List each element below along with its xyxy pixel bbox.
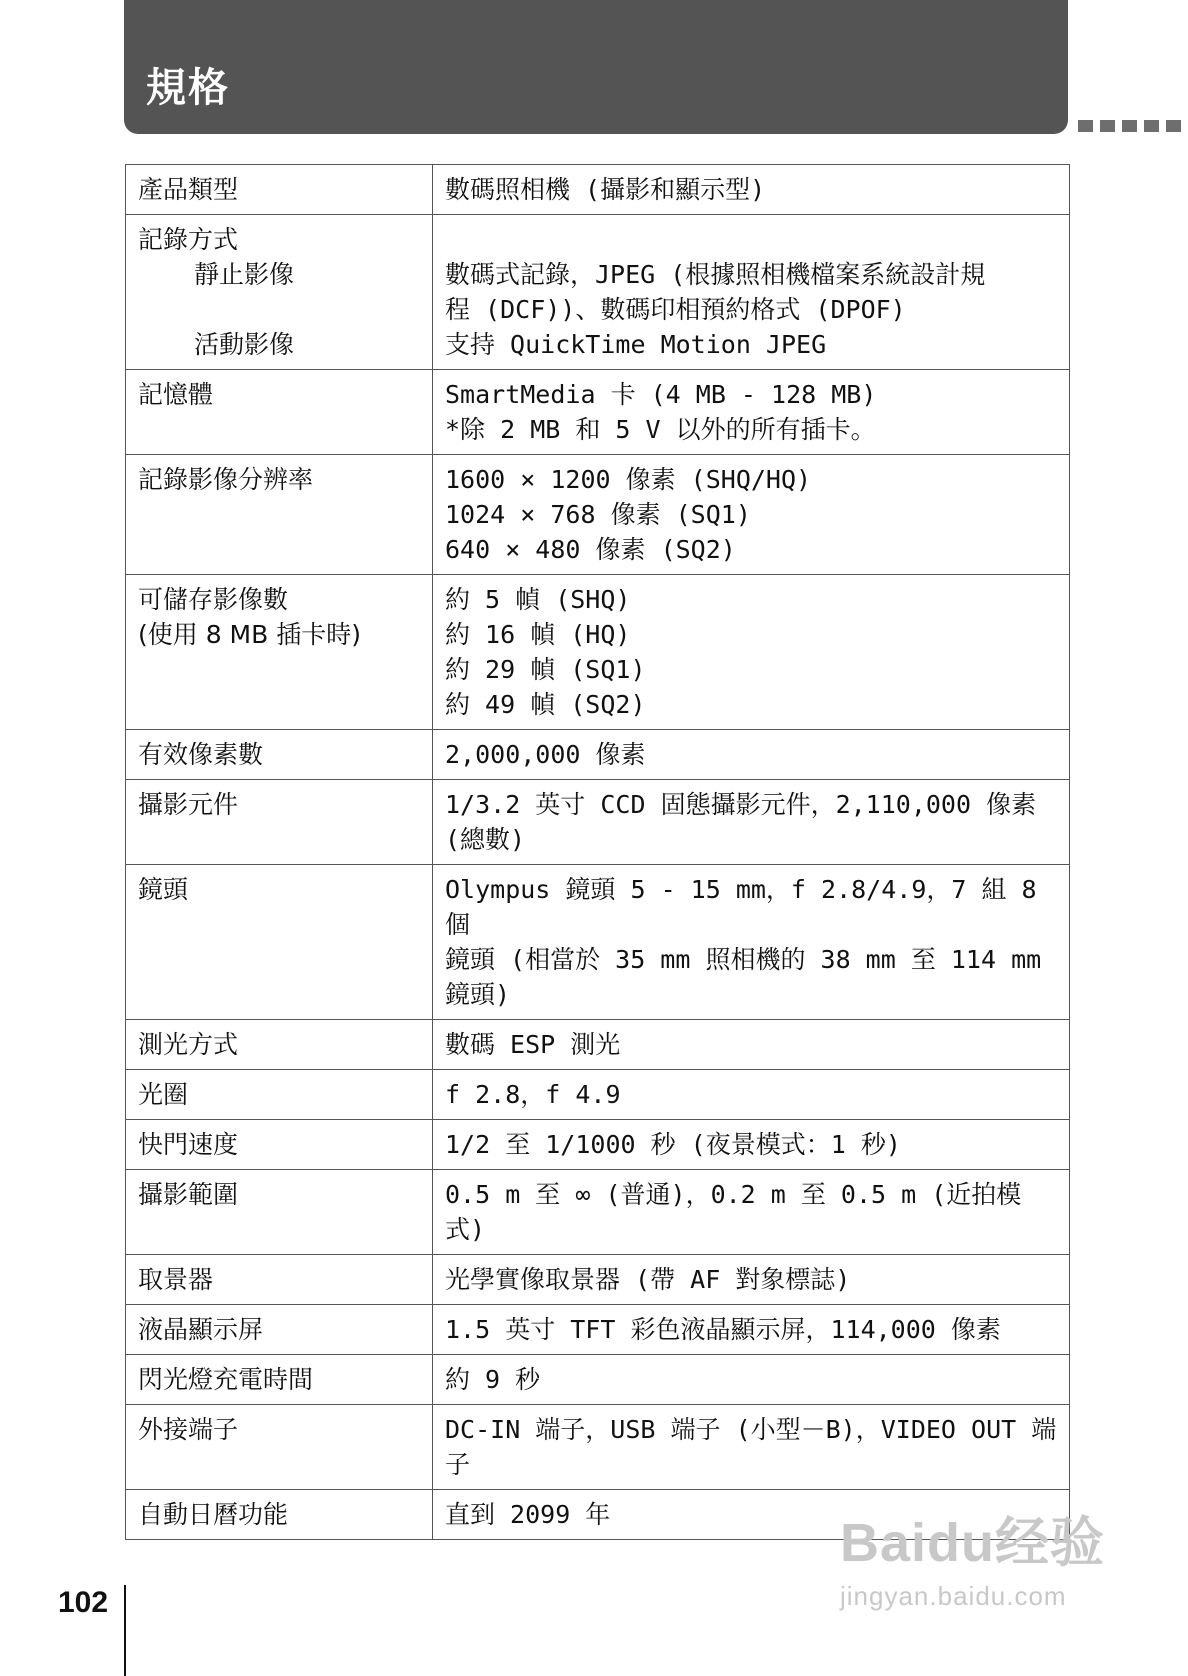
spec-value: 數碼 ESP 測光 (445, 1030, 621, 1059)
spec-label: 活動影像 (194, 330, 295, 359)
spec-value (445, 222, 1057, 257)
watermark-logo: Baidu经验 (840, 1513, 1106, 1573)
table-row (126, 730, 1070, 780)
spec-value-cell (433, 1070, 1070, 1120)
spec-label-cell (126, 1020, 433, 1070)
spec-label-cell (126, 1405, 433, 1490)
spec-label-cell (126, 1070, 433, 1120)
spec-value-cell (433, 1305, 1070, 1355)
spec-value-cell (433, 730, 1070, 780)
spec-label-cell (126, 575, 433, 730)
spec-value-cell (433, 1355, 1070, 1405)
spec-label: 記錄影像分辨率 (138, 465, 314, 494)
spec-value: 1/2 至 1/1000 秒 (夜景模式：1 秒) (445, 1130, 901, 1159)
table-row (126, 455, 1070, 575)
spec-label: 產品類型 (138, 175, 239, 204)
spec-label: (使用 8 MB 插卡時) (138, 620, 361, 649)
decorative-dots (1078, 120, 1181, 132)
dot-marker (1100, 120, 1115, 132)
spec-label: 可儲存影像數 (138, 585, 289, 614)
spec-label-cell (126, 865, 433, 1020)
dot-marker (1144, 120, 1159, 132)
spec-value-cell (433, 1020, 1070, 1070)
spec-value-cell (433, 165, 1070, 215)
spec-value: f 2.8，f 4.9 (445, 1080, 621, 1109)
spec-value-cell (433, 865, 1070, 1020)
spec-value: 1600 × 1200 像素 (SHQ/HQ) (445, 465, 812, 494)
spec-label: 記錄方式 (138, 225, 239, 254)
spec-label: 液晶顯示屏 (138, 1315, 264, 1344)
spec-value: 640 × 480 像素 (SQ2) (445, 535, 736, 564)
spec-label-cell (126, 370, 433, 455)
spec-value: DC-IN 端子，USB 端子 (小型－B)，VIDEO OUT 端 (445, 1415, 1057, 1444)
dot-marker (1122, 120, 1137, 132)
spec-value-cell (433, 1170, 1070, 1255)
spec-value-cell (433, 575, 1070, 730)
spec-value: 約 5 幀 (SHQ) (445, 585, 631, 614)
spec-value: 1024 × 768 像素 (SQ1) (445, 500, 751, 529)
table-row (126, 1255, 1070, 1305)
spec-value: 鏡頭) (445, 980, 511, 1009)
page-rule (124, 1585, 126, 1676)
spec-value: Olympus 鏡頭 5 - 15 mm，f 2.8/4.9，7 組 8 個 (445, 875, 1052, 939)
spec-label: 自動日曆功能 (138, 1500, 289, 1529)
header-bar (124, 0, 1068, 134)
spec-value: 鏡頭 (相當於 35 mm 照相機的 38 mm 至 114 mm (445, 945, 1042, 974)
spec-value-cell (433, 1255, 1070, 1305)
spec-value: 1.5 英寸 TFT 彩色液晶顯示屏，114,000 像素 (445, 1315, 1001, 1344)
spec-label-cell (126, 1170, 433, 1255)
spec-label-cell (126, 1305, 433, 1355)
table-row (126, 1070, 1070, 1120)
spec-label: 快門速度 (138, 1130, 239, 1159)
spec-value: 數碼照相機 (攝影和顯示型) (445, 175, 766, 204)
spec-value: 數碼式記錄，JPEG (根據照相機檔案系統設計規 (445, 260, 986, 289)
spec-label-cell (126, 1120, 433, 1170)
table-row (126, 1170, 1070, 1255)
table-row (126, 1405, 1070, 1490)
table-row (126, 1020, 1070, 1070)
spec-value: 1/3.2 英寸 CCD 固態攝影元件，2,110,000 像素 (445, 790, 1037, 819)
spec-value-cell (433, 1405, 1070, 1490)
spec-label-cell (126, 455, 433, 575)
spec-label (138, 292, 420, 327)
spec-label-cell (126, 730, 433, 780)
spec-label: 鏡頭 (138, 875, 189, 904)
spec-value: 光學實像取景器 (帶 AF 對象標誌) (445, 1265, 851, 1294)
watermark (840, 1500, 1140, 1630)
spec-value: SmartMedia 卡 (4 MB - 128 MB) (445, 380, 877, 409)
spec-label-cell (126, 1355, 433, 1405)
spec-label: 閃光燈充電時間 (138, 1365, 314, 1394)
table-row (126, 865, 1070, 1020)
spec-value: 支持 QuickTime Motion JPEG (445, 330, 827, 359)
spec-value-cell (433, 455, 1070, 575)
table-row (126, 575, 1070, 730)
spec-value: 2,000,000 像素 (445, 740, 646, 769)
spec-value: 約 49 幀 (SQ2) (445, 690, 646, 719)
spec-value: 約 9 秒 (445, 1365, 541, 1394)
spec-value: 0.5 m 至 ∞ (普通)，0.2 m 至 0.5 m (近拍模 (445, 1180, 1022, 1209)
spec-table (125, 164, 1070, 1540)
spec-label-cell (126, 215, 433, 370)
table-row (126, 165, 1070, 215)
table-row (126, 780, 1070, 865)
spec-value-cell (433, 215, 1070, 370)
spec-value: 式) (445, 1215, 486, 1244)
spec-label: 記憶體 (138, 380, 214, 409)
table-row (126, 1355, 1070, 1405)
spec-value-cell (433, 780, 1070, 865)
table-row (126, 215, 1070, 370)
dot-marker (1078, 120, 1093, 132)
spec-label: 攝影元件 (138, 790, 239, 819)
page-title: 規格 (146, 65, 230, 111)
spec-label: 有效像素數 (138, 740, 264, 769)
table-row (126, 1120, 1070, 1170)
spec-value: 子 (445, 1450, 471, 1479)
spec-value: 約 29 幀 (SQ1) (445, 655, 646, 684)
spec-value: 約 16 幀 (HQ) (445, 620, 631, 649)
table-row (126, 1305, 1070, 1355)
spec-label-cell (126, 780, 433, 865)
spec-table-body (126, 165, 1070, 1540)
spec-label: 光圈 (138, 1080, 189, 1109)
spec-value-cell (433, 370, 1070, 455)
spec-label-cell (126, 1490, 433, 1540)
spec-label: 取景器 (138, 1265, 214, 1294)
watermark-url: jingyan.baidu.com (840, 1581, 1067, 1611)
dot-marker (1166, 120, 1181, 132)
page-number: 102 (58, 1586, 109, 1619)
table-row (126, 370, 1070, 455)
spec-value: (總數) (445, 825, 526, 854)
spec-label: 靜止影像 (194, 260, 295, 289)
spec-value: *除 2 MB 和 5 V 以外的所有插卡。 (445, 415, 876, 444)
spec-value-cell (433, 1120, 1070, 1170)
spec-value: 直到 2099 年 (445, 1500, 611, 1529)
spec-value: 程 (DCF))、數碼印相預約格式 (DPOF) (445, 295, 906, 324)
spec-label-cell (126, 165, 433, 215)
spec-label: 測光方式 (138, 1030, 239, 1059)
spec-label: 攝影範圍 (138, 1180, 239, 1209)
spec-label: 外接端子 (138, 1415, 239, 1444)
spec-label-cell (126, 1255, 433, 1305)
